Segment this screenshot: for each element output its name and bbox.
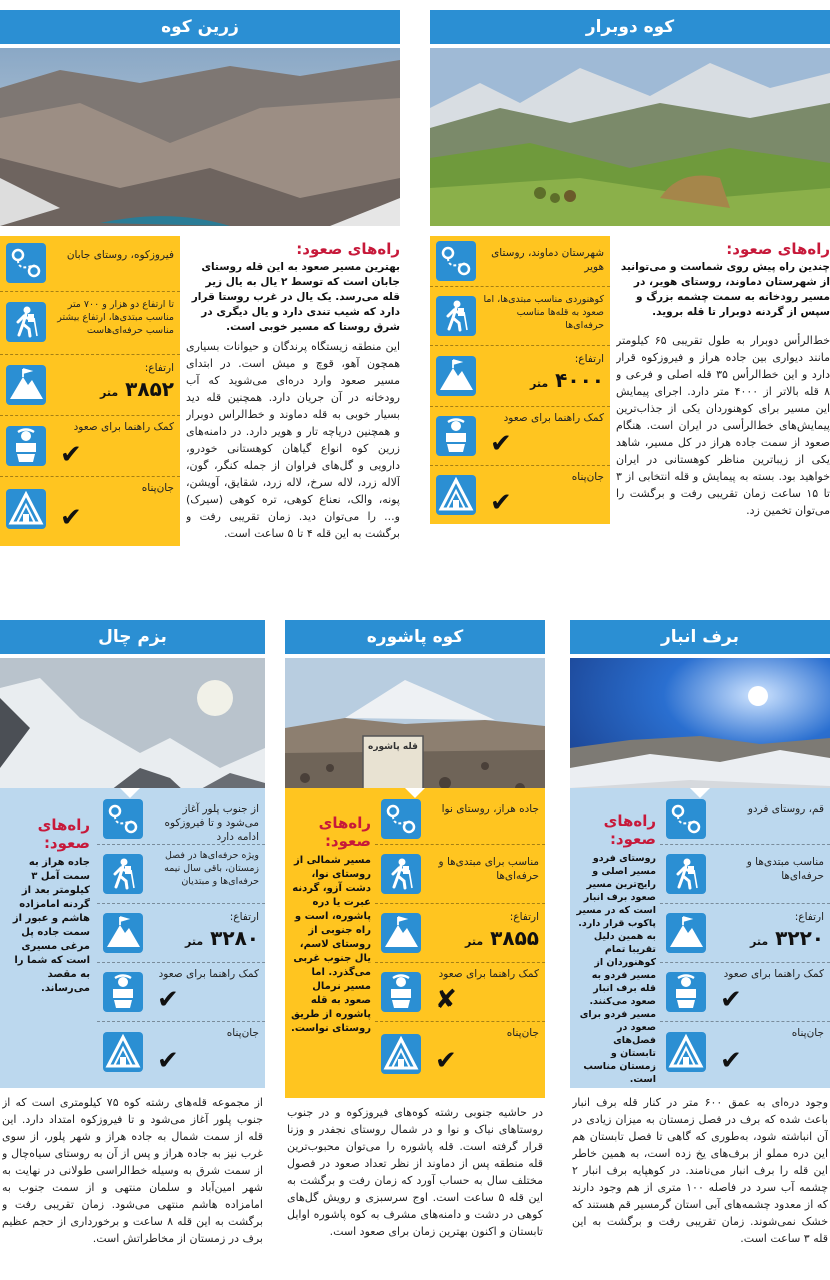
route-block xyxy=(6,816,90,996)
altitude-number: ۳۲۸۰ xyxy=(210,926,259,950)
shelter-row xyxy=(660,1022,830,1082)
altitude-label: ارتفاع: xyxy=(229,911,259,923)
shelter-label: جان‌پناه xyxy=(226,1027,259,1039)
altitude-row xyxy=(0,355,180,416)
shelter-label: جان‌پناه xyxy=(571,471,604,483)
level-row xyxy=(375,845,545,904)
altitude-number: ۳۸۵۲ xyxy=(125,377,174,401)
start-row xyxy=(97,794,265,845)
panel-notch xyxy=(30,226,50,236)
shelter-mark: ✔ xyxy=(720,1046,742,1076)
guide-mark: ✔ xyxy=(157,985,179,1015)
hiker-icon xyxy=(666,854,706,894)
altitude-value xyxy=(149,926,259,950)
peak-icon xyxy=(103,913,143,953)
section-barf xyxy=(570,618,830,1280)
body-text: از مجموعه قله‌های رشته کوه ۷۵ کیلومتری است که از جنوب پلور آغاز می‌شود و تا فیروزکوه امتداد دارد. این قله از سمت شمال به جاده هراز و شهر پلور، از سوی غرب نیز به جاده هراز و پس از آن به روستای سیاه‌چال و از سمت شرق به وسیله خط‌الراسی طولانی در نهایت به شهر امین‌آباد و سلمان منتهی و از سمت جنوب به امامزاده هاشم منتهی می‌شود. زمان تقریبی رفت و برگشت به این قله ۸ ساعت و برخورداری از حجم عظیم برف در زمستان از مخاطراتش است. xyxy=(2,1096,263,1245)
panel-notch xyxy=(460,226,480,236)
body-text: وجود دره‌ای به عمق ۶۰۰ متر در کنار قله برف انبار باعث شده که برف در فصل زمستان به میزان زیادی در آن انباشته شود، به‌طوری که گاهی تا فصل تابستان هم این دره مملو از برف‌های یخ زده است، به همین خاطر این قله را برف انبار می‌نامند. در کوهپایه برف انبار ۲ چشمه آب سرد در فاصله ۱۰۰ متری از هم وجود دارند که از معدود چشمه‌های آبی استان گرمسیر قم هستند که خشک نمی‌شوند. زمان تقریبی رفت و برگشت به این قله ۳ ساعت است. xyxy=(572,1096,828,1245)
guide-label: کمک راهنما برای صعود xyxy=(723,968,824,980)
guide-mark: ✔ xyxy=(490,429,512,459)
bazm-info-panel xyxy=(0,788,265,1088)
pashoreh-info-panel xyxy=(285,788,545,1098)
altitude-label: ارتفاع: xyxy=(144,362,174,374)
hiker-icon xyxy=(436,296,476,336)
altitude-row xyxy=(97,904,265,963)
pashoreh-photo xyxy=(285,658,545,806)
start-text: قم، روستای فردو xyxy=(747,803,824,815)
altitude-value xyxy=(482,368,604,392)
peak-icon xyxy=(6,365,46,405)
section-bazm xyxy=(0,618,265,1280)
guide-label: کمک راهنما برای صعود xyxy=(158,968,259,980)
section-title: بزم چال xyxy=(0,620,265,654)
route-block xyxy=(291,814,371,1036)
section-dobrar xyxy=(430,0,830,585)
altitude-label: ارتفاع: xyxy=(574,353,604,365)
start-text: شهرستان دماوند، روستای هویر xyxy=(491,247,604,273)
level-text: کوهنوردی مناسب مبتدی‌ها، اما صعود به قله‌ها مناسب حرفه‌ای‌ها xyxy=(483,294,604,331)
altitude-value xyxy=(427,926,539,950)
hiker-icon xyxy=(103,854,143,894)
zarrin-info-panel xyxy=(0,236,180,546)
level-row xyxy=(660,845,830,904)
altitude-label: ارتفاع: xyxy=(794,911,824,923)
guide-mark: ✔ xyxy=(60,440,82,470)
altitude-value xyxy=(712,926,824,950)
pashoreh-info-list xyxy=(375,794,545,1094)
altitude-number: ۳۸۵۵ xyxy=(490,926,539,950)
route-text: چندین راه پیش روی شماست و می‌توانید از شهرستان دماوند، روستای هویر، در مسیر رودخانه به سمت چشمه بزرگ و سپس از گردنه دوبرار تا قله بروید. xyxy=(620,261,830,318)
shelter-mark: ✔ xyxy=(435,1046,457,1076)
shelter-label: جان‌پناه xyxy=(791,1027,824,1039)
start-text: از جنوب پلور آغاز می‌شود و تا فیروزکوه ادامه دارد xyxy=(164,803,259,843)
level-row xyxy=(430,287,610,346)
altitude-value xyxy=(52,377,174,401)
body-text: خط‌الرأس دوبرار به طول تقریبی ۶۵ کیلومتر مانند دیواری بین جاده هراز و فیروزکوه قرار دارد و این خط‌الرأس ۳۵ قله اصلی و فرعی و ۸ قله بالاتر از ۴۰۰۰ متر دارد. اجرای پیمایش این مسیر برای کوهنوردان یکی از جذاب‌ترین پیمایش‌های خط‌الرأسی در ایران است. هنگام صعود از سمت جاده هراز در کل مسیر، شاهد یکی از زیباترین مناظر کوهستانی در ایران خواهید بود. بسته به پیمایش و قله انتخابی از ۳ تا ۱۵ ساعت زمان تقریبی رفت و برگشت را می‌توان تخمین زد. xyxy=(616,334,830,517)
level-text: تا ارتفاع دو هزار و ۷۰۰ متر مناسب مبتدی‌ها، ارتفاع بیشتر مناسب حرفه‌ای‌هاست xyxy=(57,299,174,336)
shelter-icon xyxy=(666,1032,706,1072)
shelter-row xyxy=(375,1022,545,1088)
section-zarrin xyxy=(0,0,405,585)
guide-row xyxy=(97,963,265,1022)
route-icon xyxy=(381,799,421,839)
body-text: در حاشیه جنوبی رشته کوه‌های فیروزکوه و در جنوب روستاهای نیاک و نوا و در شمال روستای نجفدر و وزنا قرار گرفته است. قله پاشوره را می‌توان محبوب‌ترین قله منطقه پس از دماوند از نظر تعداد صعود در فصول مختلف سال به حساب آورد که زمان رفت و برگشت به این قله ۵ ساعت است. اوج سرسبزی و رویش گل‌های کوهی در دشت و دامنه‌های مشرف به کوه پاشوره اوایل تابستان و اکنون بهترین زمان برای صعود است. xyxy=(287,1106,543,1238)
altitude-label: ارتفاع: xyxy=(509,911,539,923)
peak-icon xyxy=(666,913,706,953)
section-title: برف انبار xyxy=(570,620,830,654)
route-icon xyxy=(666,799,706,839)
guide-label: کمک راهنما برای صعود xyxy=(438,968,539,980)
route-block xyxy=(188,240,400,335)
route-text: مسیر شمالی از روستای نوا، دشت آزو، گردنه عبرت یا دره پاشوره، است و راه جنوبی از روستای لاسم، یال جنوب غربی می‌گذرد. اما مسیر نرمال صعود به قله پاشوره از طریق روستای نواست. xyxy=(291,855,371,1034)
shelter-icon xyxy=(103,1032,143,1072)
barf-info-panel xyxy=(570,788,830,1088)
shelter-mark: ✔ xyxy=(157,1046,179,1076)
guide-icon xyxy=(103,972,143,1012)
peak-icon xyxy=(436,356,476,396)
shelter-row xyxy=(430,466,610,523)
start-text: فیروزکوه، روستای جابان xyxy=(66,249,174,261)
level-text: مناسب برای مبتدی‌ها و حرفه‌ای‌ها xyxy=(438,856,539,882)
route-icon xyxy=(436,241,476,281)
guide-icon xyxy=(436,416,476,456)
route-icon xyxy=(103,799,143,839)
dobrar-photo xyxy=(430,48,830,226)
altitude-row xyxy=(660,904,830,963)
shelter-icon xyxy=(381,1034,421,1074)
section-title: کوه دوبرار xyxy=(430,10,830,44)
altitude-number: ۴۰۰۰ xyxy=(555,368,604,392)
altitude-unit: متر xyxy=(100,386,119,399)
route-text: بهترین مسیر صعود به این قله روستای جابان است که توسط ۲ یال به یال زیر قله می‌رسد. یک یال در غرب روستا قرار دارد که شیب تندی دارد و یال دیگری در شرق روستا که مسیر خوبی است. xyxy=(191,261,400,333)
shelter-row xyxy=(97,1022,265,1082)
level-text: ویژه حرفه‌ای‌ها در فصل زمستان، باقی سال نیمه حرفه‌ای‌ها و مبتدیان xyxy=(164,850,259,887)
route-text: جاده هراز به سمت آمل ۳ کیلومتر بعد از گردنه امامزاده هاشم و عبور از سمت جاده پل مرغی مسیری است که شما را به مقصد می‌رساند. xyxy=(12,857,90,994)
shelter-icon xyxy=(436,475,476,515)
route-heading: راه‌های صعود: xyxy=(318,814,371,850)
barf-info-list xyxy=(660,794,830,1084)
start-row xyxy=(660,794,830,845)
route-block xyxy=(576,812,656,1086)
start-text: جاده هراز، روستای نوا xyxy=(441,803,539,815)
route-block xyxy=(618,240,830,320)
barf-photo xyxy=(570,658,830,806)
level-row xyxy=(97,845,265,904)
start-row xyxy=(430,236,610,287)
pashoreh-sign: قله پاشوره xyxy=(368,742,418,752)
guide-icon xyxy=(6,426,46,466)
route-heading: راه‌های صعود: xyxy=(603,812,656,848)
route-heading: راه‌های صعود: xyxy=(726,240,830,258)
section-pashoreh xyxy=(285,618,545,1280)
start-row xyxy=(0,236,180,292)
guide-icon xyxy=(381,972,421,1012)
section-title: زرین کوه xyxy=(0,10,400,44)
altitude-unit: متر xyxy=(530,377,549,390)
route-text: روستای فردو مسیر اصلی و رایج‌ترین مسیر صعود برف انبار است که در مسیر پاکوب قرار دارد. به همین دلیل تقریبا تمام کوهنوردان از مسیر فردو به قله برف انبار صعود می‌کنند. مسیر فردو برای صعود در فصل‌های تابستان و زمستان مناسب است. xyxy=(576,853,656,1085)
zarrin-photo xyxy=(0,48,400,226)
route-heading: راه‌های صعود: xyxy=(296,240,400,258)
guide-label: کمک راهنما برای صعود xyxy=(73,421,174,433)
level-text: مناسب مبتدی‌ها و حرفه‌ای‌ها xyxy=(746,856,824,882)
shelter-row xyxy=(0,477,180,545)
dobrar-info-panel xyxy=(430,236,610,524)
guide-row xyxy=(0,416,180,477)
hiker-icon xyxy=(381,854,421,894)
bazm-info-list xyxy=(97,794,265,1084)
guide-row xyxy=(660,963,830,1022)
start-row xyxy=(375,794,545,845)
hiker-icon xyxy=(6,302,46,342)
altitude-unit: متر xyxy=(465,935,484,948)
altitude-row xyxy=(430,346,610,407)
guide-label: کمک راهنما برای صعود xyxy=(503,412,604,424)
guide-mark: ✔ xyxy=(720,985,742,1015)
guide-mark: ✘ xyxy=(435,985,457,1015)
altitude-number: ۳۲۲۰ xyxy=(775,926,824,950)
body-text-upper xyxy=(616,332,830,526)
peak-icon xyxy=(381,913,421,953)
shelter-mark: ✔ xyxy=(60,503,82,533)
route-heading: راه‌های صعود: xyxy=(37,816,90,852)
guide-row xyxy=(430,407,610,466)
shelter-icon xyxy=(6,489,46,529)
bazm-photo xyxy=(0,658,265,806)
body-text: این منطقه زیستگاه پرندگان و حیوانات بسیاری همچون آهو، قوچ و میش است. در ابتدای مسیر صعود وارد دره‌ای می‌شوید که آب رودخانه در آن جریان دارد. همچنین قله دید بسیار خوبی به قله دماوند و خط‌الراس دوبرار و همچنین دریاچه تار و هویر دارد. در دامنه‌های زرین کوه انواع گیاهان کوهستانی خودرو، دارویی و گل‌های فراوان از جمله کنگر، گون، آلاله زرد، لاله سرخ، لاله زرد، شقایق، آویشن، پونه، والک، نعناع کوهی، تره کوهی (سیرک) و... را می‌توان دید. زمان تقریبی رفت و برگشت به این قله ۴ تا ۵ ساعت است. xyxy=(186,340,400,540)
altitude-unit: متر xyxy=(185,935,204,948)
shelter-label: جان‌پناه xyxy=(506,1027,539,1039)
section-title: کوه پاشوره xyxy=(285,620,545,654)
guide-icon xyxy=(666,972,706,1012)
route-icon xyxy=(6,243,46,283)
body-text-upper xyxy=(186,338,400,546)
level-row xyxy=(0,292,180,355)
guide-row xyxy=(375,963,545,1022)
altitude-unit: متر xyxy=(750,935,769,948)
shelter-mark: ✔ xyxy=(490,488,512,518)
shelter-label: جان‌پناه xyxy=(141,482,174,494)
altitude-row xyxy=(375,904,545,963)
